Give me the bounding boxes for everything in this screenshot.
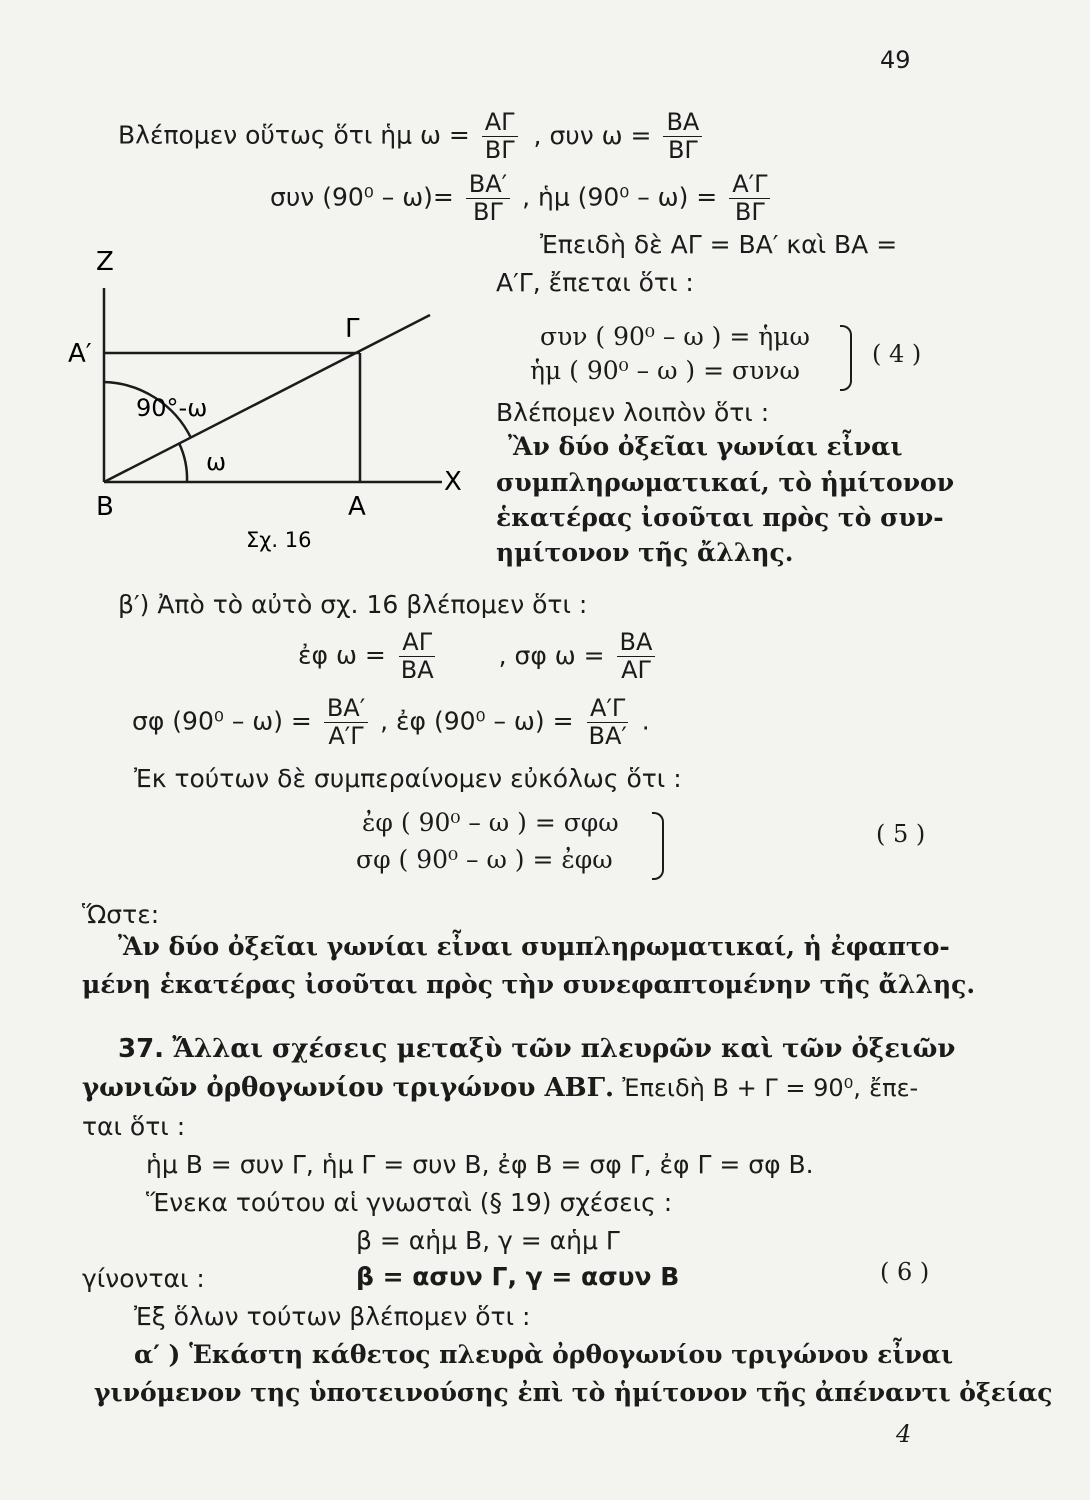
line2-mid: , ἡμ (90⁰ – ω) =	[522, 182, 718, 212]
equation-5-label: ( 5 )	[876, 820, 926, 848]
fraction-ba-bg: $\frac{BA}{B\Gamma}$	[663, 110, 702, 163]
section-title: Ἄλλαι σχέσεις μεταξὺ τῶν πλευρῶν καὶ τῶν ὀξειῶν	[172, 1034, 956, 1064]
equation-line-complement-tan	[132, 696, 650, 749]
equation-6a: β = αἡμ Β, γ = αἡμ Γ	[356, 1226, 620, 1255]
equation-line-sin-cos	[118, 110, 706, 163]
figure-16	[60, 240, 480, 570]
section-since: Ἐπειδὴ Β + Γ = 90⁰,	[622, 1074, 861, 1102]
line1-intro: Βλέπομεν οὕτως ὅτι ἡμ ω =	[118, 120, 470, 150]
label-gamma: Γ	[345, 314, 360, 344]
fraction-ag-ba: $\frac{A\Gamma}{BA}$	[400, 628, 434, 685]
footer-mark: 4	[896, 1420, 912, 1448]
equation-6b: β = ασυν Γ, γ = ασυν Β	[356, 1262, 680, 1291]
page-number: 49	[880, 46, 911, 74]
rule2-line-2: μένη ἑκατέρας ἰσοῦται πρὸς τὴν συνεφαπτομένην τῆς ἄλλης.	[82, 970, 976, 999]
section-number: 37.	[118, 1034, 165, 1064]
section-follows: ἔπε-	[869, 1074, 919, 1102]
line2-lhs: συν (90⁰ – ω)=	[270, 182, 454, 212]
equation-line-tan-cot	[298, 630, 659, 683]
label-b: Β	[96, 492, 114, 522]
see-therefore: Βλέπομεν λοιπὸν ὅτι :	[496, 398, 770, 427]
since-line-1: Ἐπειδὴ δὲ ΑΓ = ΒΑ′ καὶ ΒΑ =	[540, 230, 898, 259]
fraction-apg-bg: $\frac{A'\Gamma}{B\Gamma}$	[729, 172, 770, 225]
equation-5b: σφ ( 90⁰ – ω ) = ἐφω	[356, 845, 613, 874]
rule3-line-2: γινόμενον της ὑποτεινούσης ἐπὶ τὸ ἡμίτονον τῆς ἀπέναντι ὀξείας	[94, 1378, 1053, 1407]
rule1-line-4: ημίτονον τῆς ἄλλης.	[496, 538, 794, 567]
beta-line: β′) Ἀπὸ τὸ αὐτὸ σχ. 16 βλέπομεν ὅτι :	[118, 590, 588, 619]
fraction-apg-bap: $\frac{A'\Gamma}{BA'}$	[588, 694, 627, 751]
brace-5	[652, 812, 664, 880]
from-these: Ἐκ τούτων δὲ συμπεραίνομεν εὐκόλως ὅτι :	[134, 764, 682, 793]
section-37-heading	[118, 1034, 955, 1064]
equation-4b: ἡμ ( 90⁰ – ω ) = συνω	[530, 356, 800, 385]
hence: Ὥστε:	[82, 900, 160, 929]
become-label: γίνονται :	[82, 1264, 205, 1293]
line1-mid: , συν ω =	[533, 120, 652, 150]
line3-lhs: ἐφ ω =	[298, 640, 386, 670]
relations-line: ἡμ Β = συν Γ, ἡμ Γ = συν Β, ἐφ Β = σφ Γ, ἐφ Γ = σφ Β.	[146, 1150, 814, 1179]
label-a: Α	[348, 492, 366, 522]
equation-line-complement	[270, 172, 774, 225]
equation-5a: ἐφ ( 90⁰ – ω ) = σφω	[362, 808, 619, 837]
label-complement-angle: 90°-ω	[136, 394, 208, 422]
line3-mid: , σφ ω =	[498, 640, 605, 670]
rule3-line-1: α′ ) Ἑκάστη κάθετος πλευρὰ ὀρθογωνίου τριγώνου εἶναι	[134, 1340, 954, 1369]
line4-end: .	[641, 706, 650, 736]
fraction-ba-ag: $\frac{BA}{A\Gamma}$	[617, 630, 656, 683]
fraction-bap-apg: $\frac{BA'}{A'\Gamma}$	[324, 696, 368, 749]
fraction-bap-bg: $\frac{BA'}{B\Gamma}$	[466, 172, 510, 225]
section-follows-2: ται ὅτι :	[82, 1112, 186, 1141]
equation-6-label: ( 6 )	[880, 1258, 930, 1286]
section-title-2: γωνιῶν ὀρθογωνίου τριγώνου ΑΒΓ.	[82, 1073, 615, 1103]
label-a-prime: Α′	[68, 339, 92, 369]
figure-caption: Σχ. 16	[246, 528, 312, 552]
rule1-line-3: ἑκατέρας ἰσοῦται πρὸς τὸ συν-	[496, 503, 944, 532]
line4-lhs: σφ (90⁰ – ω) =	[132, 706, 312, 736]
rule1-line-2: συμπληρωματικαί, τὸ ἡμίτονον	[496, 468, 955, 497]
fraction-ag-bg: $\frac{A\Gamma}{B\Gamma}$	[482, 110, 518, 163]
label-omega: ω	[206, 448, 227, 476]
equation-4-label: ( 4 )	[872, 340, 922, 368]
since-line-2: Α′Γ, ἔπεται ὅτι :	[496, 268, 694, 297]
equation-4a: συν ( 90⁰ – ω ) = ἡμω	[540, 322, 810, 351]
rule2-line-1: Ἂν δύο ὀξεῖαι γωνίαι εἶναι συμπληρωματικαί, ἡ ἐφαπτο-	[118, 932, 950, 961]
arc-omega-angle	[179, 443, 187, 482]
line4-mid: , ἐφ (90⁰ – ω) =	[380, 706, 574, 736]
because-line: Ἕνεκα τούτου αἱ γνωσταὶ (§ 19) σχέσεις :	[146, 1188, 673, 1217]
label-x: Χ	[444, 467, 462, 497]
label-z: Ζ	[96, 247, 114, 277]
from-all-line: Ἐξ ὅλων τούτων βλέπομεν ὅτι :	[134, 1302, 531, 1331]
rule1-line-1: Ἂν δύο ὀξεῖαι γωνίαι εἶναι	[508, 432, 903, 461]
brace-4	[840, 325, 852, 391]
section-37-line-2	[82, 1073, 918, 1103]
